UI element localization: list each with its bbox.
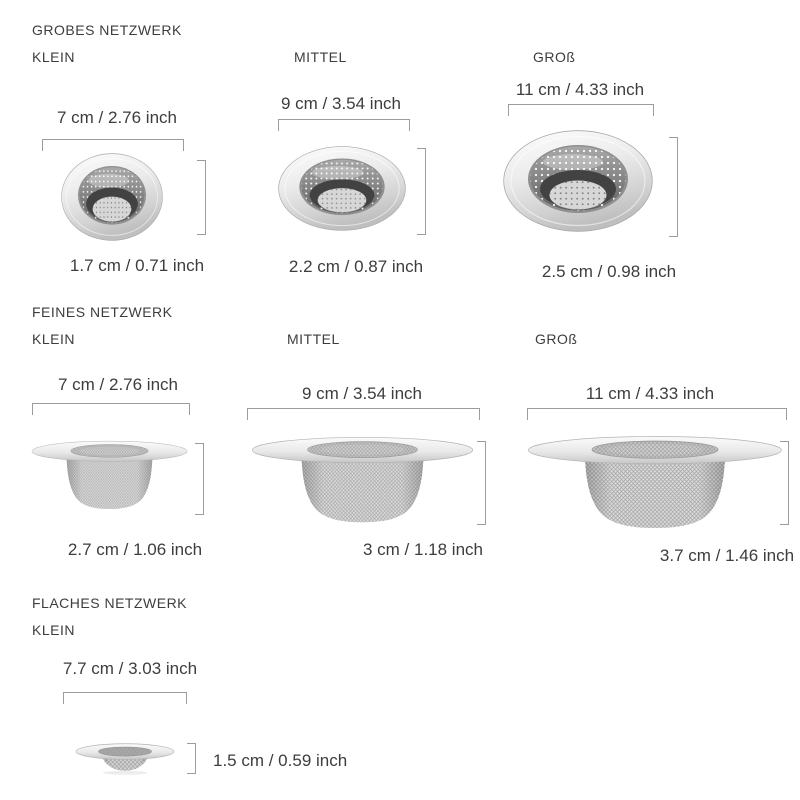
size-label: KLEIN	[32, 49, 75, 65]
width-bracket	[42, 139, 184, 151]
size-label: KLEIN	[32, 331, 75, 347]
width-bracket	[247, 408, 480, 420]
width-label: 7.7 cm / 3.03 inch	[62, 659, 198, 678]
height-bracket	[197, 160, 206, 235]
width-label: 7 cm / 2.76 inch	[56, 108, 177, 127]
width-bracket	[527, 408, 787, 420]
height-label: 2.5 cm / 0.98 inch	[541, 262, 677, 281]
width-label: 9 cm / 3.54 inch	[301, 384, 422, 403]
strainer-fine-mesh-side-view-image	[251, 436, 474, 526]
height-bracket	[477, 441, 486, 525]
strainer-coarse-top-view-image	[278, 146, 406, 231]
size-label: KLEIN	[32, 622, 75, 638]
width-bracket	[278, 119, 410, 131]
height-label: 2.7 cm / 1.06 inch	[67, 540, 203, 559]
height-bracket	[187, 743, 196, 774]
height-bracket	[780, 441, 789, 525]
width-label: 7 cm / 2.76 inch	[57, 375, 178, 394]
size-label: GROß	[535, 331, 578, 347]
width-bracket	[32, 403, 190, 415]
height-label: 1.7 cm / 0.71 inch	[69, 256, 205, 275]
size-label: GROß	[533, 49, 576, 65]
height-bracket	[669, 137, 678, 237]
height-bracket	[195, 443, 204, 515]
height-label: 1.5 cm / 0.59 inch	[213, 751, 348, 770]
height-label: 3 cm / 1.18 inch	[362, 540, 483, 559]
section-title: GROBES NETZWERK	[32, 22, 182, 38]
width-label: 11 cm / 4.33 inch	[515, 80, 645, 99]
strainer-fine-mesh-side-view-image	[527, 435, 783, 532]
height-bracket	[417, 148, 426, 235]
width-label: 11 cm / 4.33 inch	[585, 384, 715, 403]
strainer-flat-mesh-side-view-image	[74, 743, 176, 775]
width-label: 9 cm / 3.54 inch	[280, 94, 401, 113]
size-label: MITTEL	[287, 331, 340, 347]
height-label: 3.7 cm / 1.46 inch	[659, 546, 795, 565]
strainer-coarse-top-view-image	[61, 153, 163, 241]
height-label: 2.2 cm / 0.87 inch	[288, 257, 424, 276]
section-title: FEINES NETZWERK	[32, 304, 173, 320]
strainer-coarse-top-view-image	[503, 130, 653, 232]
width-bracket	[508, 104, 654, 116]
section-title: FLACHES NETZWERK	[32, 595, 188, 611]
size-label: MITTEL	[294, 49, 347, 65]
strainer-fine-mesh-side-view-image	[31, 440, 188, 512]
width-bracket	[63, 692, 187, 704]
